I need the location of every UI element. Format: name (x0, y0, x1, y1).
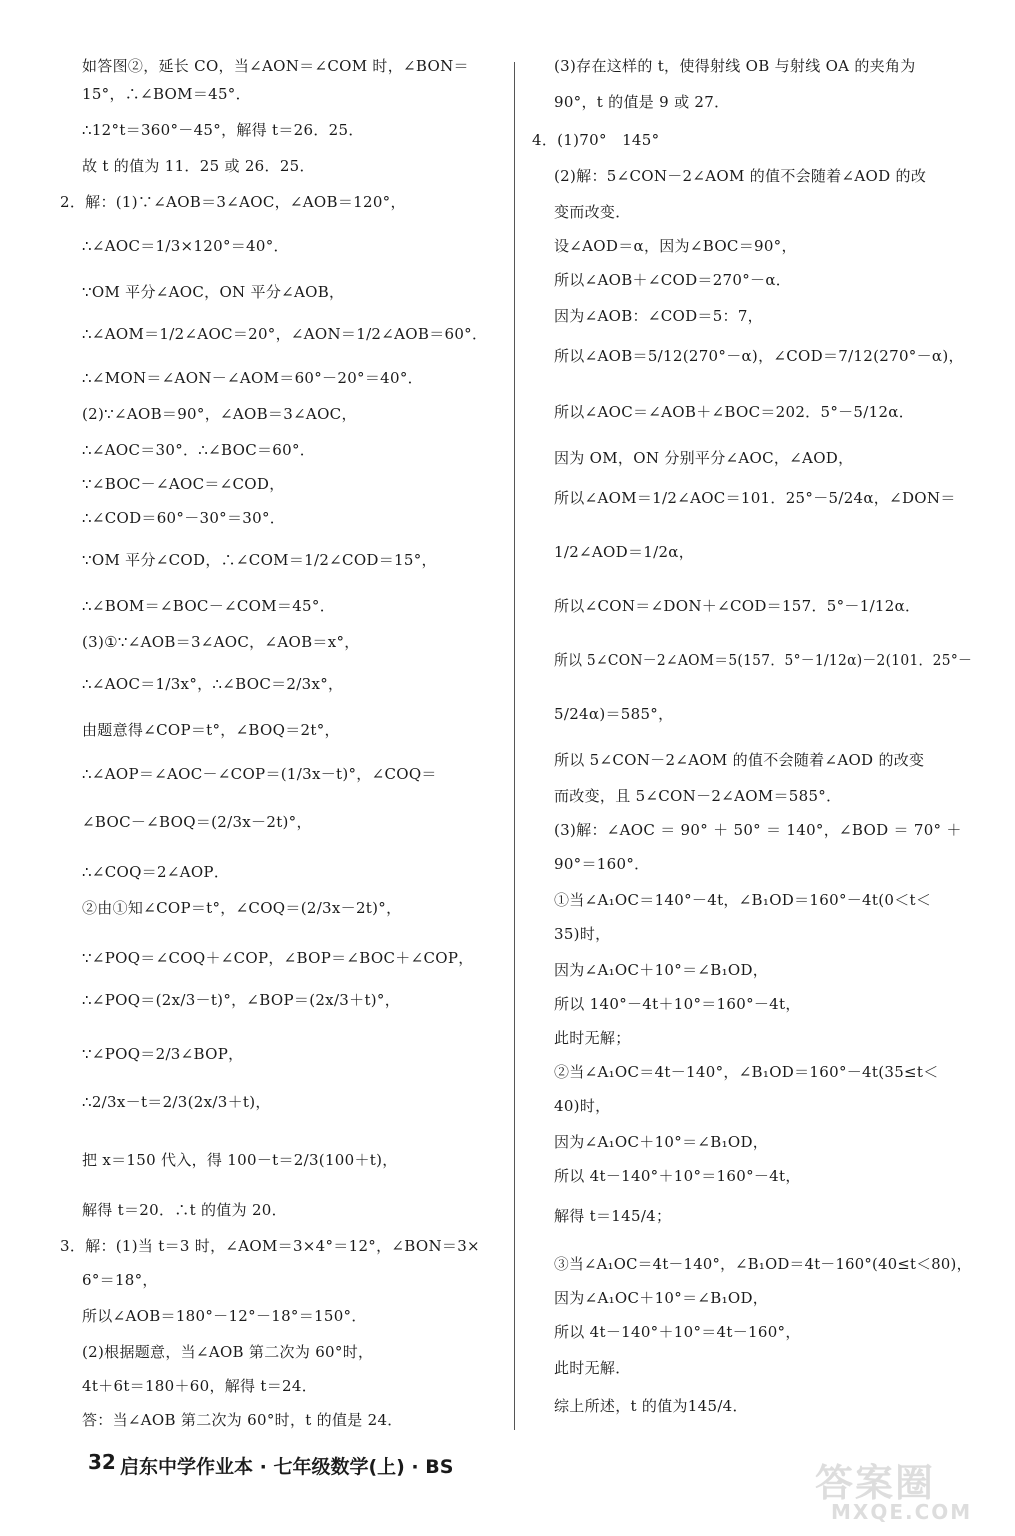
solution-line: 故 t 的值为 11．25 或 26．25． (82, 157, 315, 175)
solution-line: ②由①知∠COP＝t°，∠COQ＝(2/3x－2t)°， (82, 899, 402, 917)
solution-line: (2)解：5∠CON－2∠AOM 的值不会随着∠AOD 的改 (554, 167, 927, 185)
column-divider (514, 62, 515, 1430)
solution-line: 因为 OM，ON 分别平分∠AOC，∠AOD， (554, 449, 854, 467)
solution-line: 所以 5∠CON－2∠AOM＝5(157．5°－1/12α)－2(101．25°－ (554, 651, 973, 669)
solution-line: ①当∠A₁OC＝140°－4t，∠B₁OD＝160°－4t(0＜t＜ (554, 891, 932, 909)
solution-line: ∴∠AOC＝1/3x°，∴∠BOC＝2/3x°， (82, 675, 344, 693)
solution-line: ∴∠COD＝60°－30°＝30°． (82, 509, 286, 527)
watermark-logo (815, 1452, 993, 1524)
solution-line: 5/24α)＝585°， (554, 705, 674, 723)
solution-line: ∴∠AOC＝30°．∴∠BOC＝60°． (82, 441, 316, 459)
solution-line: 而改变，且 5∠CON－2∠AOM＝585°． (554, 787, 842, 805)
solution-line: (3)存在这样的 t，使得射线 OB 与射线 OA 的夹角为 (554, 57, 916, 75)
watermark-url: MXQE.COM (831, 1500, 973, 1524)
solution-line: ②当∠A₁OC＝4t－140°，∠B₁OD＝160°－4t(35≤t＜ (554, 1063, 939, 1081)
solution-line: 此时无解． (554, 1359, 631, 1377)
solution-line: 如答图②，延长 CO，当∠AON＝∠COM 时，∠BON＝ (82, 57, 469, 75)
solution-line: 4．(1)70° 145° (532, 131, 660, 149)
solution-line: ∴∠AOM＝1/2∠AOC＝20°，∠AON＝1/2∠AOB＝60°． (82, 325, 488, 343)
solution-line: 把 x＝150 代入，得 100－t＝2/3(100＋t)， (82, 1151, 398, 1169)
solution-line: ∴2/3x－t＝2/3(2x/3＋t)， (82, 1093, 271, 1111)
solution-line: 所以∠CON＝∠DON＋∠COD＝157．5°－1/12α． (554, 597, 921, 615)
solution-line: 因为∠A₁OC＋10°＝∠B₁OD， (554, 1133, 769, 1151)
solution-line: 因为∠AOB：∠COD＝5：7， (554, 307, 763, 325)
solution-line: 所以∠AOB＝180°－12°－18°＝150°． (82, 1307, 367, 1325)
solution-line: 15°，∴∠BOM＝45°． (82, 85, 251, 103)
solution-line: ∴∠AOC＝1/3×120°＝40°． (82, 237, 289, 255)
solution-line: 所以 5∠CON－2∠AOM 的值不会随着∠AOD 的改变 (554, 751, 925, 769)
solution-line: ∵∠POQ＝2/3∠BOP， (82, 1045, 244, 1063)
solution-line: ∴∠POQ＝(2x/3－t)°，∠BOP＝(2x/3＋t)°， (82, 991, 401, 1009)
book-title: 启东中学作业本 · 七年级数学(上) · BS (120, 1456, 454, 1478)
solution-line: 3．解：(1)当 t＝3 时，∠AOM＝3×4°＝12°，∠BON＝3× (60, 1237, 480, 1255)
solution-line: ∵OM 平分∠AOC，ON 平分∠AOB， (82, 283, 345, 301)
solution-line: 所以∠AOB＋∠COD＝270°－α． (554, 271, 792, 289)
solution-line: 由题意得∠COP＝t°，∠BOQ＝2t°， (82, 721, 340, 739)
solution-line: 此时无解； (554, 1029, 631, 1047)
solution-line: 所以 4t－140°＋10°＝160°－4t， (554, 1167, 801, 1185)
solution-line: (2)根据题意，当∠AOB 第二次为 60°时， (82, 1343, 374, 1361)
solution-line: 综上所述，t 的值为145/4． (554, 1397, 748, 1415)
solution-line: (3)①∵∠AOB＝3∠AOC，∠AOB＝x°， (82, 633, 360, 651)
solution-line: 变而改变． (554, 203, 631, 221)
solution-line: 4t＋6t＝180＋60，解得 t＝24． (82, 1377, 318, 1395)
solution-line: 因为∠A₁OC＋10°＝∠B₁OD， (554, 961, 769, 979)
solution-line: 35)时， (554, 925, 611, 943)
solution-line: (2)∵∠AOB＝90°，∠AOB＝3∠AOC， (82, 405, 357, 423)
solution-line: 所以 4t－140°＋10°＝4t－160°， (554, 1323, 801, 1341)
solution-line: 设∠AOD＝α，因为∠BOC＝90°， (554, 237, 797, 255)
solution-line: 90°＝160°． (554, 855, 650, 873)
solution-line: ∴∠COQ＝2∠AOP． (82, 863, 230, 881)
solution-line: 所以∠AOC＝∠AOB＋∠BOC＝202．5°－5/12α． (554, 403, 915, 421)
solution-line: ∠BOC－∠BOQ＝(2/3x－2t)°， (82, 813, 312, 831)
solution-line: 90°，t 的值是 9 或 27． (554, 93, 730, 111)
solution-line: 所以 140°－4t＋10°＝160°－4t， (554, 995, 801, 1013)
solution-line: 1/2∠AOD＝1/2α， (554, 543, 695, 561)
solution-line: 所以∠AOM＝1/2∠AOC＝101．25°－5/24α，∠DON＝ (554, 489, 956, 507)
solution-line: ∴∠BOM＝∠BOC－∠COM＝45°． (82, 597, 336, 615)
solution-line: ③当∠A₁OC＝4t－140°，∠B₁OD＝4t－160°(40≤t＜80)， (554, 1255, 972, 1273)
solution-line: ∴∠MON＝∠AON－∠AOM＝60°－20°＝40°． (82, 369, 423, 387)
page-number: 32 (88, 1450, 116, 1474)
solution-line: 所以∠AOB＝5/12(270°－α)，∠COD＝7/12(270°－α)， (554, 347, 964, 365)
watermark-text: 答案圈 (815, 1461, 936, 1505)
solution-line: 答：当∠AOB 第二次为 60°时，t 的值是 24． (82, 1411, 403, 1429)
solution-line: ∵∠BOC－∠AOC＝∠COD， (82, 475, 285, 493)
solution-line: 解得 t＝20．∴t 的值为 20． (82, 1201, 287, 1219)
solution-line: ∵∠POQ＝∠COQ＋∠COP，∠BOP＝∠BOC＋∠COP， (82, 949, 474, 967)
solution-line: 解得 t＝145/4； (554, 1207, 672, 1225)
solution-line: 2．解：(1)∵∠AOB＝3∠AOC，∠AOB＝120°， (60, 193, 406, 211)
solution-line: 6°＝18°， (82, 1271, 158, 1289)
solution-line: ∵OM 平分∠COD，∴∠COM＝1/2∠COD＝15°， (82, 551, 437, 569)
solution-line: 因为∠A₁OC＋10°＝∠B₁OD， (554, 1289, 769, 1307)
solution-line: (3)解：∠AOC ＝ 90° ＋ 50° ＝ 140°，∠BOD ＝ 70° ＋ (554, 821, 962, 839)
solution-line: 40)时， (554, 1097, 611, 1115)
solution-line: ∴12°t＝360°－45°，解得 t＝26．25． (82, 121, 364, 139)
solution-line: ∴∠AOP＝∠AOC－∠COP＝(1/3x－t)°，∠COQ＝ (82, 765, 437, 783)
